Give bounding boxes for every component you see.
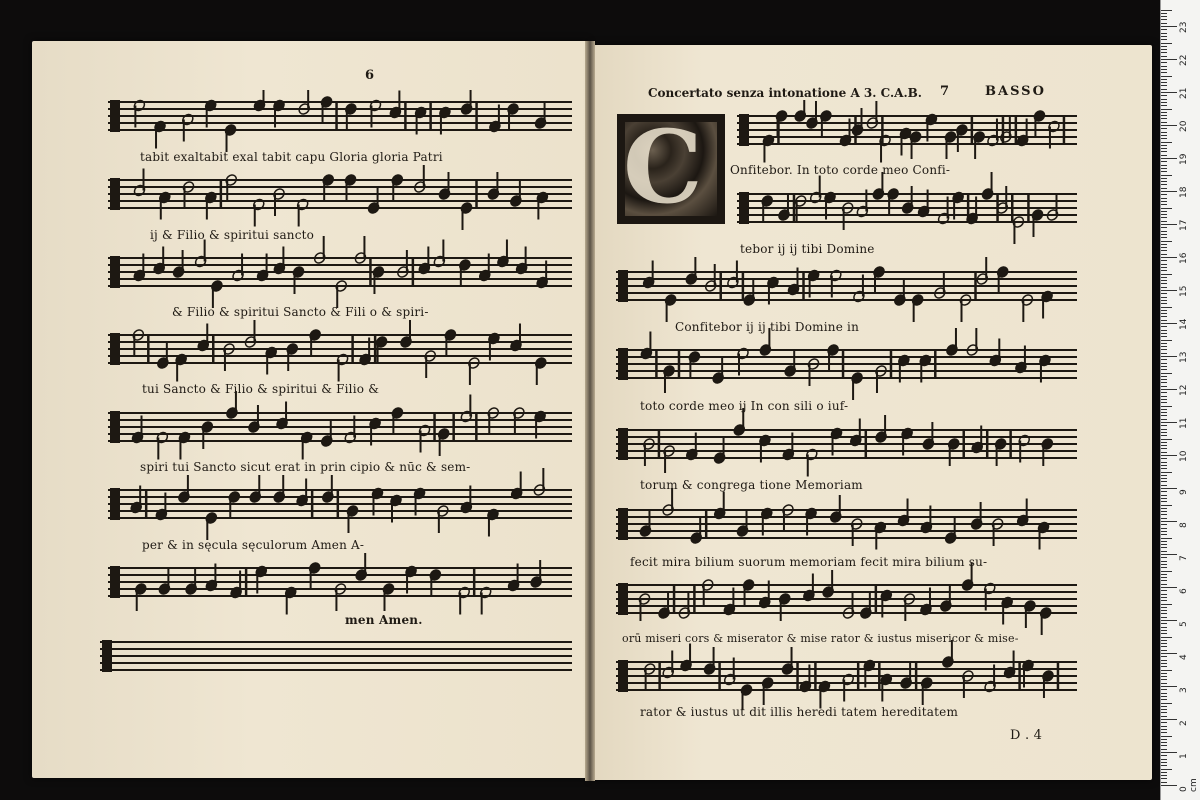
music-staff — [108, 320, 572, 385]
ruler-tick — [1161, 379, 1167, 380]
music-staff — [108, 236, 572, 308]
ruler-tick — [1161, 102, 1167, 103]
ruler-tick — [1161, 112, 1167, 113]
ruler-tick — [1161, 297, 1167, 298]
ruler-tick — [1161, 577, 1167, 578]
ruler-number: 6 — [1179, 588, 1189, 594]
right-lyric-line-3: Confitebor ij ij tibi Domine in — [675, 320, 860, 334]
ruler-tick — [1161, 663, 1167, 664]
ruler-tick — [1161, 274, 1172, 275]
ruler-tick — [1161, 528, 1167, 529]
ruler-tick — [1161, 128, 1167, 129]
ruler-tick — [1161, 10, 1172, 11]
ruler-number: 13 — [1179, 351, 1189, 363]
ruler-tick — [1161, 132, 1167, 133]
left-lyric-line-2: ij & Filio & spiritui sancto — [150, 228, 315, 242]
ruler-tick — [1161, 99, 1167, 100]
ruler-tick — [1161, 778, 1167, 779]
ruler-tick — [1161, 752, 1177, 753]
ruler-tick — [1161, 584, 1167, 585]
ruler-tick — [1161, 85, 1167, 86]
ruler-tick — [1161, 445, 1167, 446]
ruler-tick — [1161, 666, 1167, 667]
ruler-tick — [1161, 343, 1167, 344]
ruler-tick — [1161, 498, 1167, 499]
ruler-tick — [1161, 122, 1167, 123]
ruler-tick — [1161, 92, 1177, 93]
ruler-tick — [1161, 33, 1167, 34]
ruler-tick — [1161, 389, 1177, 390]
ruler-tick — [1161, 109, 1172, 110]
ruler-tick — [1161, 772, 1167, 773]
book-gutter — [585, 41, 595, 781]
ruler-tick — [1161, 56, 1167, 57]
ruler-tick — [1161, 19, 1167, 20]
ruler-tick — [1161, 455, 1177, 456]
ruler-tick — [1161, 627, 1167, 628]
ruler-number: 21 — [1179, 87, 1189, 99]
music-staff — [616, 408, 1077, 477]
ruler-tick — [1161, 29, 1167, 30]
ruler-number: 23 — [1179, 21, 1189, 33]
music-staff — [616, 328, 1077, 400]
ruler-tick — [1161, 69, 1167, 70]
ruler-tick — [1161, 118, 1167, 119]
ruler-number: 20 — [1179, 120, 1189, 132]
ruler-tick — [1161, 46, 1167, 47]
ruler-tick — [1161, 541, 1167, 542]
ruler-tick — [1161, 597, 1167, 598]
ruler-tick — [1161, 442, 1167, 443]
ruler-tick — [1161, 211, 1167, 212]
left-lyric-line-6: per & in sęcula sęculorum Amen A- — [142, 538, 365, 552]
ruler-tick — [1161, 676, 1167, 677]
ruler-tick — [1161, 432, 1167, 433]
ruler-tick — [1161, 594, 1167, 595]
ruler-tick — [1161, 518, 1167, 519]
ruler-tick — [1161, 49, 1167, 50]
left-page-number: 6 — [365, 68, 375, 83]
ruler-tick — [1161, 709, 1167, 710]
ruler-tick — [1161, 283, 1167, 284]
ruler-tick — [1161, 184, 1167, 185]
ruler-tick — [1161, 726, 1167, 727]
ruler-tick — [1161, 76, 1172, 77]
ruler-tick — [1161, 785, 1177, 786]
right-lyric-line-6: fecit mira bilium suorum memoriam fecit mira bilium su- — [630, 555, 988, 569]
ruler-tick — [1161, 323, 1177, 324]
ruler-tick — [1161, 26, 1177, 27]
ruler-number: 22 — [1179, 54, 1189, 66]
ruler-tick — [1161, 79, 1167, 80]
ruler-tick — [1161, 488, 1177, 489]
ruler-tick — [1161, 165, 1167, 166]
ruler-tick — [1161, 326, 1167, 327]
ruler-tick — [1161, 429, 1167, 430]
ruler-tick — [1161, 683, 1167, 684]
ruler-tick — [1161, 270, 1167, 271]
ruler-tick — [1161, 201, 1167, 202]
ruler-tick — [1161, 736, 1172, 737]
ruler-tick — [1161, 277, 1167, 278]
left-lyric-line-7: men Amen. — [345, 613, 423, 627]
ruler-tick — [1161, 554, 1177, 555]
ruler-tick — [1161, 719, 1177, 720]
ruler-tick — [1161, 511, 1167, 512]
ruler-tick — [1161, 462, 1167, 463]
ruler-tick — [1161, 89, 1167, 90]
ruler-tick — [1161, 188, 1167, 189]
ruler-tick — [1161, 534, 1167, 535]
ruler-tick — [1161, 452, 1167, 453]
ruler-tick — [1161, 755, 1167, 756]
music-staff — [737, 100, 1077, 163]
ruler-tick — [1161, 439, 1172, 440]
ruler-tick — [1161, 633, 1167, 634]
ruler-tick — [1161, 333, 1167, 334]
ruler-tick — [1161, 62, 1167, 63]
ruler-tick — [1161, 349, 1167, 350]
music-staff — [108, 468, 572, 540]
ruler-tick — [1161, 36, 1167, 37]
right-page-header: Concertato senza intonatione A 3. C.A.B. — [648, 86, 922, 100]
ruler-tick — [1161, 732, 1167, 733]
voice-part-label: BASSO — [985, 84, 1046, 99]
ruler-tick — [1161, 158, 1177, 159]
right-lyric-line-7: orū miseri cors & miserator & mise rator & iustus misericor & mise- — [622, 632, 1019, 645]
ruler-tick — [1161, 472, 1172, 473]
ruler-tick — [1161, 290, 1177, 291]
right-lyric-line-4: toto corde meo ij In con sili o iuf- — [640, 399, 849, 413]
ruler-tick — [1161, 171, 1167, 172]
music-staff — [616, 640, 1077, 710]
ruler-tick — [1161, 313, 1167, 314]
ruler-tick — [1161, 214, 1167, 215]
ruler-tick — [1161, 610, 1167, 611]
ruler-tick — [1161, 145, 1167, 146]
ruler-tick — [1161, 762, 1167, 763]
ruler-number: 16 — [1179, 252, 1189, 264]
ruler-tick — [1161, 419, 1167, 420]
music-staff — [100, 640, 572, 672]
ruler-tick — [1161, 399, 1167, 400]
ruler-tick — [1161, 745, 1167, 746]
ruler-tick — [1161, 16, 1167, 17]
ruler-number: 17 — [1179, 219, 1189, 231]
ruler-tick — [1161, 376, 1167, 377]
ruler-tick — [1161, 716, 1167, 717]
measurement-ruler — [1160, 0, 1200, 800]
ruler-tick — [1161, 617, 1167, 618]
ruler-tick — [1161, 491, 1167, 492]
ruler-number: 7 — [1179, 555, 1189, 561]
ruler-tick — [1161, 250, 1167, 251]
ruler-tick — [1161, 590, 1167, 591]
ruler-tick — [1161, 52, 1167, 53]
ruler-tick — [1161, 260, 1167, 261]
ruler-tick — [1161, 161, 1167, 162]
ruler-tick — [1161, 600, 1167, 601]
ruler-tick — [1161, 363, 1167, 364]
ruler-tick — [1161, 155, 1167, 156]
ruler-number: 15 — [1179, 285, 1189, 297]
ruler-tick — [1161, 574, 1167, 575]
ruler-tick — [1161, 514, 1167, 515]
ruler-tick — [1161, 524, 1167, 525]
ruler-tick — [1161, 178, 1167, 179]
ruler-tick — [1161, 13, 1167, 14]
ruler-tick — [1161, 227, 1167, 228]
ruler-tick — [1161, 346, 1167, 347]
ruler-tick — [1161, 191, 1177, 192]
ruler-tick — [1161, 422, 1177, 423]
left-lyric-line-3: & Filio & spiritui Sancto & Fili o & spiri- — [172, 305, 429, 319]
ruler-tick — [1161, 244, 1167, 245]
music-staff — [616, 257, 1077, 322]
ruler-number: 3 — [1179, 687, 1189, 693]
ruler-tick — [1161, 280, 1167, 281]
ruler-tick — [1161, 241, 1172, 242]
ruler-tick — [1161, 538, 1172, 539]
ruler-tick — [1161, 267, 1167, 268]
ruler-tick — [1161, 607, 1167, 608]
ruler-tick — [1161, 782, 1167, 783]
ruler-tick — [1161, 151, 1167, 152]
signature-mark: D . 4 — [1010, 728, 1043, 743]
ruler-tick — [1161, 551, 1167, 552]
ruler-tick — [1161, 142, 1172, 143]
ruler-number: 2 — [1179, 720, 1189, 726]
ruler-tick — [1161, 637, 1172, 638]
ruler-tick — [1161, 693, 1167, 694]
ruler-tick — [1161, 557, 1167, 558]
ruler-tick — [1161, 699, 1167, 700]
ruler-tick — [1161, 217, 1167, 218]
ruler-number: 5 — [1179, 621, 1189, 627]
ruler-tick — [1161, 307, 1172, 308]
ruler-tick — [1161, 580, 1167, 581]
initial-letter: C — [623, 108, 703, 226]
music-staff — [108, 391, 572, 460]
ruler-number: 8 — [1179, 522, 1189, 528]
ruler-tick — [1161, 115, 1167, 116]
ruler-tick — [1161, 571, 1172, 572]
ruler-tick — [1161, 501, 1167, 502]
ruler-tick — [1161, 59, 1177, 60]
ruler-tick — [1161, 561, 1167, 562]
music-staff — [616, 563, 1077, 635]
ruler-tick — [1161, 689, 1167, 690]
ruler-tick — [1161, 481, 1167, 482]
ruler-tick — [1161, 703, 1172, 704]
ruler-tick — [1161, 316, 1167, 317]
ruler-tick — [1161, 254, 1167, 255]
ruler-tick — [1161, 224, 1177, 225]
ruler-tick — [1161, 409, 1167, 410]
ruler-tick — [1161, 742, 1167, 743]
ruler-tick — [1161, 287, 1167, 288]
ruler-tick — [1161, 221, 1167, 222]
ruler-tick — [1161, 468, 1167, 469]
ruler-tick — [1161, 564, 1167, 565]
ruler-tick — [1161, 765, 1167, 766]
ruler-tick — [1161, 769, 1172, 770]
music-staff — [616, 488, 1077, 550]
ruler-tick — [1161, 465, 1167, 466]
ruler-number: 4 — [1179, 654, 1189, 660]
ruler-tick — [1161, 485, 1167, 486]
ruler-tick — [1161, 148, 1167, 149]
ruler-tick — [1161, 406, 1172, 407]
music-staff — [737, 172, 1077, 244]
ruler-number: 1 — [1179, 753, 1189, 759]
ruler-tick — [1161, 759, 1167, 760]
ruler-tick — [1161, 706, 1167, 707]
music-staff — [108, 90, 572, 152]
ruler-tick — [1161, 175, 1172, 176]
ruler-tick — [1161, 650, 1167, 651]
ruler-tick — [1161, 392, 1167, 393]
ruler-tick — [1161, 237, 1167, 238]
ruler-tick — [1161, 39, 1167, 40]
music-staff — [108, 165, 572, 230]
ruler-tick — [1161, 359, 1167, 360]
ruler-tick — [1161, 105, 1167, 106]
ruler-tick — [1161, 72, 1167, 73]
ruler-number: 18 — [1179, 186, 1189, 198]
ruler-tick — [1161, 521, 1177, 522]
ruler-tick — [1161, 336, 1167, 337]
ruler-tick — [1161, 475, 1167, 476]
right-lyric-line-5: torum & congrega tione Memoriam — [640, 478, 863, 492]
ruler-number: 10 — [1179, 450, 1189, 462]
ruler-tick — [1161, 604, 1172, 605]
ruler-tick — [1161, 320, 1167, 321]
ruler-tick — [1161, 478, 1167, 479]
ruler-tick — [1161, 722, 1167, 723]
ruler-tick — [1161, 630, 1167, 631]
ruler-tick — [1161, 749, 1167, 750]
ruler-tick — [1161, 623, 1167, 624]
ruler-tick — [1161, 544, 1167, 545]
ruler-tick — [1161, 712, 1167, 713]
ruler-tick — [1161, 620, 1177, 621]
ruler-tick — [1161, 686, 1177, 687]
ruler-tick — [1161, 366, 1167, 367]
ruler-tick — [1161, 204, 1167, 205]
ruler-tick — [1161, 257, 1177, 258]
ruler-tick — [1161, 330, 1167, 331]
ruler-tick — [1161, 300, 1167, 301]
ruler-tick — [1161, 386, 1167, 387]
ruler-tick — [1161, 264, 1167, 265]
ruler-tick — [1161, 43, 1172, 44]
ruler-tick — [1161, 643, 1167, 644]
ruler-tick — [1161, 412, 1167, 413]
ruler-tick — [1161, 356, 1177, 357]
left-lyric-line-4: tui Sancto & Filio & spiritui & Filio & — [142, 382, 380, 396]
ruler-tick — [1161, 696, 1167, 697]
ruler-tick — [1161, 587, 1177, 588]
ruler-tick — [1161, 181, 1167, 182]
ruler-tick — [1161, 495, 1167, 496]
ruler-tick — [1161, 425, 1167, 426]
ruler-tick — [1161, 640, 1167, 641]
left-lyric-line-5: spiri tui Sancto sicut erat in prin cipio & nūc & sem- — [140, 460, 471, 474]
ruler-tick — [1161, 508, 1167, 509]
right-lyric-line-1: Onfitebor. In toto corde meo Confi- — [730, 163, 951, 177]
ruler-number: 19 — [1179, 153, 1189, 165]
ruler-number: 0 cm — [1179, 778, 1199, 792]
ruler-tick — [1161, 310, 1167, 311]
ruler-tick — [1161, 369, 1167, 370]
ruler-tick — [1161, 670, 1172, 671]
ruler-tick — [1161, 82, 1167, 83]
left-lyric-line-1: tabit exaltabit exal tabit capu Gloria gloria Patri — [140, 150, 443, 164]
ruler-tick — [1161, 168, 1167, 169]
ruler-number: 9 — [1179, 489, 1189, 495]
music-staff — [108, 553, 572, 615]
right-page-number: 7 — [940, 84, 950, 99]
ruler-tick — [1161, 646, 1167, 647]
right-lyric-line-2: tebor ij ij tibi Domine — [740, 242, 875, 256]
ruler-tick — [1161, 373, 1172, 374]
ruler-tick — [1161, 135, 1167, 136]
ruler-tick — [1161, 448, 1167, 449]
ruler-tick — [1161, 198, 1167, 199]
ruler-tick — [1161, 613, 1167, 614]
ruler-number: 12 — [1179, 384, 1189, 396]
ruler-tick — [1161, 208, 1172, 209]
ruler-tick — [1161, 125, 1177, 126]
ruler-tick — [1161, 23, 1167, 24]
ruler-tick — [1161, 567, 1167, 568]
ruler-tick — [1161, 95, 1167, 96]
ruler-tick — [1161, 729, 1167, 730]
ruler-tick — [1161, 531, 1167, 532]
ruler-tick — [1161, 415, 1167, 416]
ruler-tick — [1161, 505, 1172, 506]
ruler-tick — [1161, 303, 1167, 304]
ruler-number: 14 — [1179, 318, 1189, 330]
ruler-tick — [1161, 340, 1172, 341]
ruler-tick — [1161, 402, 1167, 403]
ruler-number: 11 — [1179, 417, 1189, 429]
ruler-tick — [1161, 353, 1167, 354]
ruler-tick — [1161, 547, 1167, 548]
ruler-tick — [1161, 739, 1167, 740]
ruler-tick — [1161, 673, 1167, 674]
ruler-tick — [1161, 435, 1167, 436]
ruler-tick — [1161, 66, 1167, 67]
ruler-tick — [1161, 234, 1167, 235]
ruler-tick — [1161, 194, 1167, 195]
ruler-tick — [1161, 293, 1167, 294]
ruler-tick — [1161, 247, 1167, 248]
ruler-tick — [1161, 775, 1167, 776]
ruler-tick — [1161, 382, 1167, 383]
ruler-tick — [1161, 138, 1167, 139]
ruler-tick — [1161, 231, 1167, 232]
ruler-tick — [1161, 679, 1167, 680]
ruler-tick — [1161, 653, 1177, 654]
ruler-tick — [1161, 458, 1167, 459]
right-lyric-line-8: rator & iustus ut dit illis heredi tatem hereditatem — [640, 705, 959, 719]
ruler-tick — [1161, 656, 1167, 657]
ruler-tick — [1161, 396, 1167, 397]
ruler-tick — [1161, 660, 1167, 661]
